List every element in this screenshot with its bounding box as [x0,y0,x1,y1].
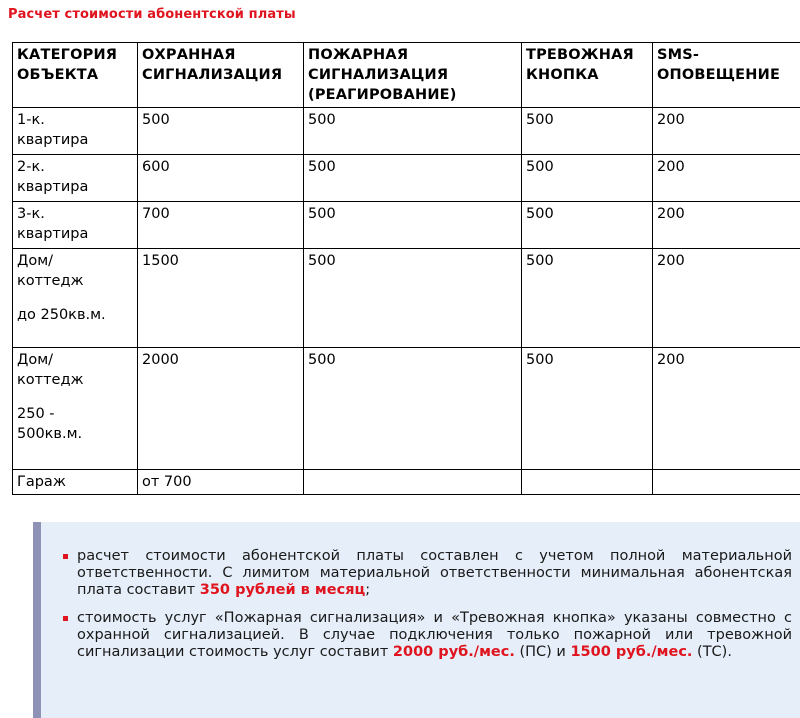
panic-price: 500 [522,108,653,155]
notes-list [63,548,792,672]
bullet-icon [63,616,68,621]
fire-price: 500 [304,202,522,249]
security-price: 2000 [138,348,304,470]
category-cell: 1-к. квартира [13,108,138,155]
sms-price: 200 [653,155,800,202]
security-price: 600 [138,155,304,202]
header-fire-alarm: ПОЖАРНАЯ СИГНАЛИЗАЦИЯ (РЕАГИРОВАНИЕ) [304,43,522,108]
panic-price: 500 [522,249,653,348]
note-item: расчет стоимости абонентской платы составлен с учетом полной материальной ответственности. С лимитом материальной ответственности минимальная абонентская плата составит 350 рублей в месяц; [63,548,792,599]
fire-price: 500 [304,348,522,470]
security-price: 1500 [138,249,304,348]
panic-price: 500 [522,155,653,202]
tariff-table [12,42,800,495]
sms-price [653,470,800,495]
table-row [13,249,800,348]
category-cell: Дом/ коттедж 250 - 500кв.м. [13,348,138,470]
header-security-alarm: ОХРАННАЯ СИГНАЛИЗАЦИЯ [138,43,304,108]
bullet-icon [63,554,68,559]
fire-price: 500 [304,249,522,348]
fire-price [304,470,522,495]
category-cell: 3-к. квартира [13,202,138,249]
security-price: 700 [138,202,304,249]
fire-price: 500 [304,155,522,202]
sms-price: 200 [653,348,800,470]
table-row [13,108,800,155]
table-row [13,348,800,470]
category-cell: 2-к. квартира [13,155,138,202]
header-sms: SMS- ОПОВЕЩЕНИЕ [653,43,800,108]
fire-price: 500 [304,108,522,155]
table-row [13,155,800,202]
security-price: от 700 [138,470,304,495]
page-title: Расчет стоимости абонентской платы [8,7,296,22]
panic-price: 500 [522,202,653,249]
table-header-row [13,43,800,108]
panic-price: 500 [522,348,653,470]
category-cell: Дом/ коттедж до 250кв.м. [13,249,138,348]
sms-price: 200 [653,202,800,249]
panic-price [522,470,653,495]
security-price: 500 [138,108,304,155]
highlight-amount: 1500 руб./мес. [570,644,693,660]
note-item: стоимость услуг «Пожарная сигнализация» и «Тревожная кнопка» указаны совместно с охранной сигнализацией. В случае подключения только пожарной или тревожной сигнализации стоимость услуг составит 2000 руб./мес. (ПС) и 1500 руб./мес. (ТС). [63,610,792,661]
category-cell: Гараж [13,470,138,495]
sms-price: 200 [653,108,800,155]
highlight-amount: 2000 руб./мес. [392,644,515,660]
header-panic-button: ТРЕВОЖНАЯ КНОПКА [522,43,653,108]
notes-box [33,522,800,718]
table-row [13,202,800,249]
header-category: КАТЕГОРИЯ ОБЪЕКТА [13,43,138,108]
table-row [13,470,800,495]
sms-price: 200 [653,249,800,348]
highlight-amount: 350 рублей в месяц [199,582,366,598]
